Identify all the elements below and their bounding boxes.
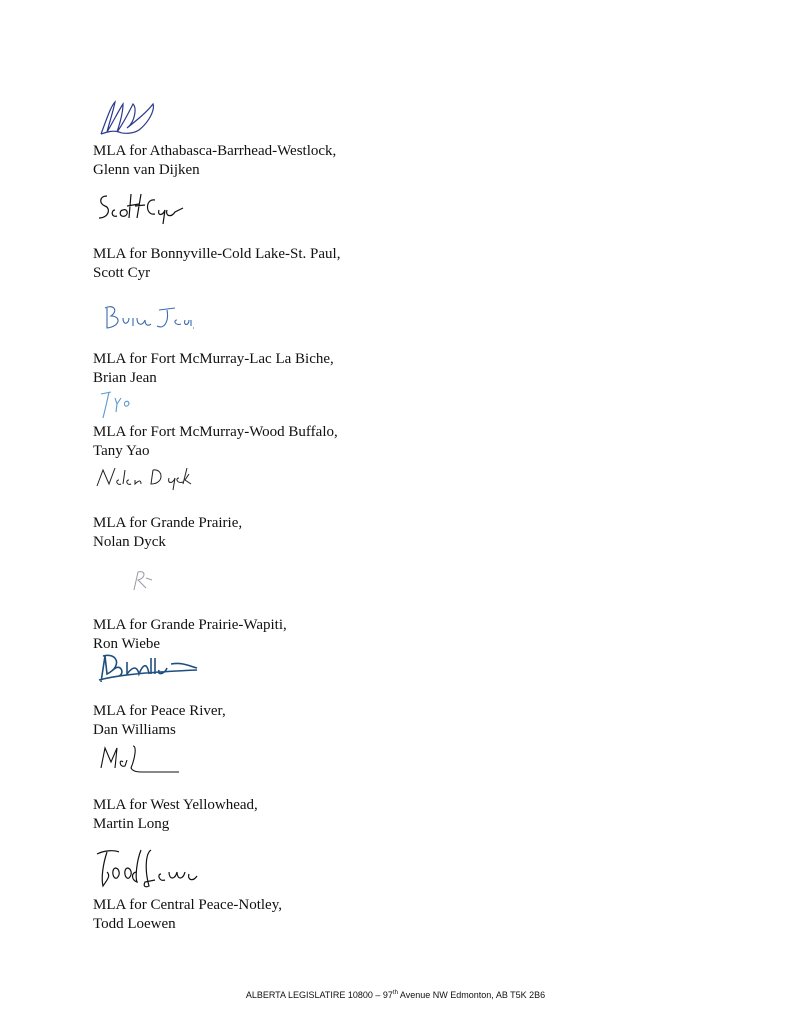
mla-name: Martin Long: [93, 816, 170, 832]
riding-text: MLA for Peace River,: [93, 703, 226, 719]
signatory-block: [93, 423, 338, 461]
signatory-block: [93, 514, 242, 552]
riding-text: MLA for Fort McMurray-Lac La Biche,: [93, 351, 334, 367]
signatory-block: [93, 245, 340, 283]
signatory-block: [93, 796, 258, 834]
riding-text: MLA for Central Peace-Notley,: [93, 897, 282, 913]
signature-glenn-van-dijken: [93, 98, 163, 138]
signature-brian-jean: [93, 302, 198, 334]
mla-name: Glenn van Dijken: [93, 162, 200, 178]
mla-name: Dan Williams: [93, 722, 176, 738]
signature-ron-wiebe: [128, 566, 158, 594]
riding-text: MLA for Grande Prairie-Wapiti,: [93, 617, 287, 633]
signatory-block: [93, 616, 287, 654]
signature-scott-cyr: [93, 186, 188, 226]
mla-name: Todd Loewen: [93, 916, 176, 932]
riding-text: MLA for West Yellowhead,: [93, 797, 258, 813]
riding-text: MLA for Bonnyville-Cold Lake-St. Paul,: [93, 246, 341, 262]
footer-address-prefix: ALBERTA LEGISLATIRE 10800 – 97: [245, 990, 393, 1000]
footer-superscript: th: [392, 990, 398, 996]
riding-text: MLA for Fort McMurray-Wood Buffalo,: [93, 424, 338, 440]
mla-name: Tany Yao: [93, 443, 150, 459]
signatory-block: [93, 702, 226, 740]
signature-tany-yao: [93, 388, 138, 422]
signature-martin-long: [93, 742, 185, 776]
signatory-block: [93, 896, 282, 934]
signatory-block: [93, 350, 334, 388]
signatory-block: [93, 142, 336, 180]
signature-nolan-dyck: [93, 462, 203, 492]
signature-dan-williams: [93, 652, 203, 686]
mla-name: Nolan Dyck: [93, 534, 166, 550]
signature-todd-loewen: [93, 846, 205, 892]
mla-name: Brian Jean: [93, 370, 157, 386]
riding-text: MLA for Grande Prairie,: [93, 515, 243, 531]
footer-address: [0, 990, 791, 1000]
mla-name: Scott Cyr: [93, 265, 151, 281]
riding-text: MLA for Athabasca-Barrhead-Westlock,: [93, 143, 337, 159]
mla-name: Ron Wiebe: [93, 636, 161, 652]
footer-address-suffix: Avenue NW Edmonton, AB T5K 2B6: [397, 990, 546, 1000]
